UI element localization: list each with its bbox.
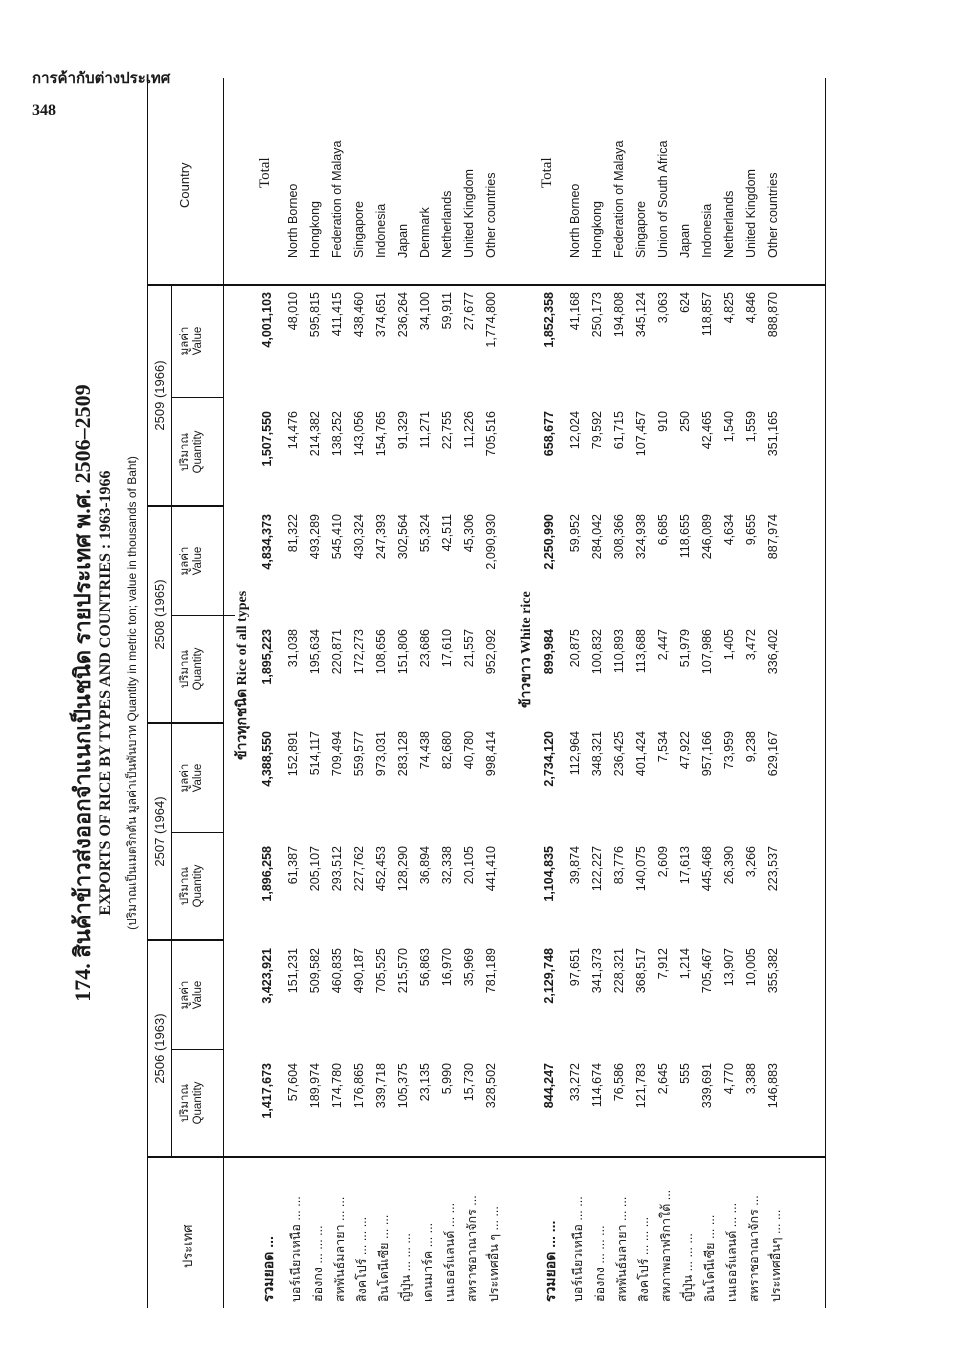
cell-value: 23,686 xyxy=(418,629,432,668)
country-name-english: United Kingdom xyxy=(744,169,758,258)
quantity-subheader-thai: ปริมาณ xyxy=(179,432,191,472)
cell-value: 2,250,990 xyxy=(542,514,556,570)
cell-value: 246,089 xyxy=(700,514,714,560)
cell-value: 250,173 xyxy=(590,292,604,338)
cell-value: 1,405 xyxy=(722,629,736,661)
cell-value: 781,189 xyxy=(484,948,498,994)
country-name-thai: เดนมาร์ค ... ... xyxy=(421,1222,435,1302)
cell-value: 42,511 xyxy=(440,514,454,552)
running-head: การค้ากับต่างประเทศ xyxy=(32,70,171,87)
table-row xyxy=(675,78,697,1308)
cell-value: 81,322 xyxy=(286,514,300,553)
country-name-thai: สหราชอาณาจักร ... xyxy=(465,1195,479,1302)
cell-value: 411,415 xyxy=(330,292,344,337)
country-name-thai: สหพันธ์มลายา ... ... xyxy=(615,1196,629,1302)
cell-value: 3,472 xyxy=(744,629,758,661)
country-name-thai: สหพันธ์มลายา ... ... xyxy=(333,1196,347,1302)
cell-value: 152,891 xyxy=(286,731,300,777)
country-name-english: Other countries xyxy=(484,172,498,258)
cell-value: 5,990 xyxy=(440,1063,454,1095)
quantity-subheader-english: Quantity xyxy=(192,647,204,691)
country-name-english: Singapore xyxy=(352,201,366,258)
cell-value: 3,423,921 xyxy=(260,948,274,1004)
cell-value: 59,952 xyxy=(568,514,582,553)
cell-value: 128,290 xyxy=(396,846,410,892)
cell-value: 107,986 xyxy=(700,629,714,675)
table-row xyxy=(349,78,371,1308)
cell-value: 82,680 xyxy=(440,731,454,770)
table-units-note: (ปริมาณเป็นเมตริกตัน มูลค่าเป็นพันบาท Quantity in metric ton; value in thousands of Baht) xyxy=(125,456,139,930)
section-title: ข้าวขาว White rice xyxy=(519,591,534,708)
cell-value: 32,338 xyxy=(440,846,454,885)
cell-value: 100,832 xyxy=(590,629,604,675)
cell-value: 952,092 xyxy=(484,629,498,675)
table-row xyxy=(609,78,631,1308)
cell-value: 441,410 xyxy=(484,846,498,892)
cell-value: 143,056 xyxy=(352,411,366,457)
table-row xyxy=(371,78,393,1308)
cell-value: 2,129,748 xyxy=(542,948,556,1004)
value-subheader-english: Value xyxy=(192,980,204,1010)
cell-value: 51,979 xyxy=(678,629,692,668)
country-name-english: Federation of Malaya xyxy=(612,140,626,258)
country-name-english: Total xyxy=(257,157,273,188)
country-name-english: Indonesia xyxy=(374,203,388,258)
cell-value: 151,231 xyxy=(286,948,300,994)
cell-value: 2,645 xyxy=(656,1063,670,1095)
country-header-english: Country xyxy=(177,162,192,208)
quantity-subheader-thai: ปริมาณ xyxy=(179,866,191,906)
cell-value: 1,852,358 xyxy=(542,292,556,348)
country-name-thai: สหราชอาณาจักร ... xyxy=(747,1195,761,1302)
cell-value: 490,187 xyxy=(352,948,366,994)
cell-value: 97,651 xyxy=(568,948,582,987)
country-name-thai: รวมยอด ... xyxy=(260,1236,276,1302)
country-name-english: Other countries xyxy=(766,172,780,258)
cell-value: 13,907 xyxy=(722,948,736,987)
cell-value: 22,755 xyxy=(440,411,454,450)
page-number: 348 xyxy=(32,102,56,119)
country-name-english: Japan xyxy=(678,223,692,258)
value-subheader xyxy=(179,508,205,614)
cell-value: 4,846 xyxy=(744,292,758,324)
cell-value: 705,467 xyxy=(700,948,714,994)
cell-value: 26,390 xyxy=(722,846,736,885)
cell-value: 957,166 xyxy=(700,731,714,777)
cell-value: 172,273 xyxy=(352,629,366,675)
country-name-english: Denmark xyxy=(418,207,432,258)
country-name-thai: อินโดนีเซีย ... ... xyxy=(377,1214,391,1302)
cell-value: 514,117 xyxy=(308,731,322,776)
cell-value: 1,540 xyxy=(722,411,736,443)
country-name-thai: ประเทศอื่น ๆ ... ... xyxy=(487,1206,501,1302)
cell-value: 328,502 xyxy=(484,1063,498,1109)
cell-value: 57,604 xyxy=(286,1063,300,1102)
cell-value: 79,592 xyxy=(590,411,604,450)
cell-value: 11,271 xyxy=(418,411,432,449)
quantity-subheader xyxy=(179,399,205,505)
cell-value: 91,329 xyxy=(396,411,410,450)
cell-value: 1,214 xyxy=(678,948,692,980)
country-name-english: Union of South Africa xyxy=(656,140,670,258)
table-row xyxy=(327,78,349,1308)
cell-value: 4,634 xyxy=(722,514,736,546)
year-header-2506: 2506 (1963) xyxy=(152,1013,167,1084)
quantity-subheader-english: Quantity xyxy=(192,430,204,474)
cell-value: 17,613 xyxy=(678,846,692,885)
cell-value: 236,264 xyxy=(396,292,410,338)
cell-value: 118,857 xyxy=(700,292,714,337)
total-row xyxy=(539,78,561,1308)
cell-value: 998,414 xyxy=(484,731,498,777)
cell-value: 118,655 xyxy=(678,514,692,559)
country-name-english: North Borneo xyxy=(286,183,300,258)
cell-value: 595,815 xyxy=(308,292,322,338)
cell-value: 140,075 xyxy=(634,846,648,892)
cell-value: 12,024 xyxy=(568,411,582,450)
value-subheader xyxy=(179,725,205,831)
cell-value: 4,825 xyxy=(722,292,736,324)
country-name-english: Singapore xyxy=(634,201,648,258)
cell-value: 227,762 xyxy=(352,846,366,892)
table-row xyxy=(631,78,653,1308)
cell-value: 11,226 xyxy=(462,411,476,449)
table-row xyxy=(415,78,437,1308)
table-row xyxy=(565,78,587,1308)
cell-value: 105,375 xyxy=(396,1063,410,1109)
cell-value: 705,516 xyxy=(484,411,498,457)
cell-value: 658,677 xyxy=(542,411,556,457)
cell-value: 460,835 xyxy=(330,948,344,994)
cell-value: 56,863 xyxy=(418,948,432,987)
country-header-thai: ประเทศ xyxy=(180,1224,195,1268)
cell-value: 61,387 xyxy=(286,846,300,885)
country-name-thai: บอร์เนียวเหนือ ... ... xyxy=(571,1196,585,1302)
table-row xyxy=(697,78,719,1308)
value-subheader-thai: มูลค่า xyxy=(179,763,191,793)
value-subheader-english: Value xyxy=(192,326,204,356)
cell-value: 35,969 xyxy=(462,948,476,987)
cell-value: 7,534 xyxy=(656,731,670,763)
cell-value: 113,688 xyxy=(634,629,648,674)
cell-value: 3,063 xyxy=(656,292,670,324)
country-name-thai: ญี่ปุ่น ... ... ... xyxy=(681,1233,695,1302)
quantity-subheader-english: Quantity xyxy=(192,1081,204,1125)
total-row xyxy=(257,78,279,1308)
country-name-english: Indonesia xyxy=(700,203,714,258)
cell-value: 302,564 xyxy=(396,514,410,560)
cell-value: 3,266 xyxy=(744,846,758,878)
cell-value: 215,570 xyxy=(396,948,410,994)
table-top-rule xyxy=(147,78,148,1308)
table-title-english: EXPORTS OF RICE BY TYPES AND COUNTRIES : 1963-1966 xyxy=(97,470,114,916)
cell-value: 284,042 xyxy=(590,514,604,560)
cell-value: 2,447 xyxy=(656,629,670,661)
cell-value: 146,883 xyxy=(766,1063,780,1109)
cell-value: 555 xyxy=(678,1063,692,1084)
value-subheader-thai: มูลค่า xyxy=(179,546,191,576)
cell-value: 559,577 xyxy=(352,731,366,777)
quantity-subheader xyxy=(179,1050,205,1156)
country-name-thai: เนเธอร์แลนด์ ... ... xyxy=(443,1202,457,1302)
cell-value: 1,417,673 xyxy=(260,1063,274,1119)
cell-value: 122,227 xyxy=(590,846,604,892)
cell-value: 220,871 xyxy=(330,629,344,675)
col-divider xyxy=(171,397,223,398)
value-subheader-english: Value xyxy=(192,546,204,576)
cell-value: 374,651 xyxy=(374,292,388,338)
country-name-english: Netherlands xyxy=(440,190,454,258)
country-name-thai: ฮ่องกง ... ... ... xyxy=(311,1225,325,1302)
cell-value: 121,783 xyxy=(634,1063,648,1109)
table-row xyxy=(305,78,327,1308)
value-subheader xyxy=(179,286,205,396)
cell-value: 4,001,103 xyxy=(260,292,274,348)
cell-value: 336,402 xyxy=(766,629,780,675)
cell-value: 174,780 xyxy=(330,1063,344,1109)
value-subheader-thai: มูลค่า xyxy=(179,980,191,1010)
table-bottom-rule xyxy=(825,78,826,1308)
cell-value: 430,324 xyxy=(352,514,366,560)
rotated-table-page xyxy=(65,78,825,1308)
table-row xyxy=(283,78,305,1308)
cell-value: 1,895,223 xyxy=(260,629,274,685)
cell-value: 228,321 xyxy=(612,948,626,994)
year-header-2508: 2508 (1965) xyxy=(152,579,167,650)
country-name-english: Hongkong xyxy=(308,201,322,258)
cell-value: 151,806 xyxy=(396,629,410,675)
cell-value: 76,586 xyxy=(612,1063,626,1102)
cell-value: 1,104,835 xyxy=(542,846,556,902)
country-name-english: Hongkong xyxy=(590,201,604,258)
cell-value: 27,677 xyxy=(462,292,476,331)
cell-value: 351,165 xyxy=(766,411,780,457)
quantity-subheader xyxy=(179,833,205,939)
table-row xyxy=(393,78,415,1308)
cell-value: 493,289 xyxy=(308,514,322,560)
quantity-subheader xyxy=(179,616,205,722)
cell-value: 283,128 xyxy=(396,731,410,777)
cell-value: 23,135 xyxy=(418,1063,432,1102)
cell-value: 2,609 xyxy=(656,846,670,878)
cell-value: 7,912 xyxy=(656,948,670,980)
value-subheader-english: Value xyxy=(192,763,204,793)
cell-value: 14,476 xyxy=(286,411,300,450)
cell-value: 138,252 xyxy=(330,411,344,457)
cell-value: 348,321 xyxy=(590,731,604,777)
cell-value: 108,656 xyxy=(374,629,388,675)
cell-value: 55,324 xyxy=(418,514,432,553)
cell-value: 1,507,550 xyxy=(260,411,274,467)
cell-value: 20,875 xyxy=(568,629,582,668)
country-name-thai: สิงคโปร์ ... ... ... xyxy=(637,1216,651,1302)
cell-value: 629,167 xyxy=(766,731,780,777)
value-subheader xyxy=(179,942,205,1048)
country-name-thai: ประเทศอื่นๆ ... ... xyxy=(769,1209,783,1302)
cell-value: 445,468 xyxy=(700,846,714,892)
col-divider xyxy=(147,1156,223,1158)
cell-value: 324,938 xyxy=(634,514,648,560)
country-name-english: Total xyxy=(539,157,555,188)
cell-value: 4,388,550 xyxy=(260,731,274,787)
cell-value: 34,100 xyxy=(418,292,432,331)
cell-value: 910 xyxy=(656,411,670,432)
cell-value: 844,247 xyxy=(542,1063,556,1109)
country-name-thai: สิงคโปร์ ... ... ... xyxy=(355,1216,369,1302)
cell-value: 438,460 xyxy=(352,292,366,338)
cell-value: 345,124 xyxy=(634,292,648,338)
cell-value: 223,537 xyxy=(766,846,780,892)
cell-value: 545,410 xyxy=(330,514,344,560)
table-row xyxy=(437,78,459,1308)
header-bottom-rule xyxy=(223,78,224,1308)
cell-value: 401,424 xyxy=(634,731,648,777)
country-name-english: Netherlands xyxy=(722,190,736,258)
cell-value: 888,870 xyxy=(766,292,780,338)
cell-value: 339,691 xyxy=(700,1063,714,1109)
cell-value: 1,774,800 xyxy=(484,292,498,348)
country-name-thai: สหภาพอาฟริกาใต้ ... xyxy=(659,1189,673,1302)
cell-value: 9,238 xyxy=(744,731,758,763)
cell-value: 3,388 xyxy=(744,1063,758,1095)
cell-value: 10,005 xyxy=(744,948,758,987)
table-row xyxy=(459,78,481,1308)
cell-value: 20,105 xyxy=(462,846,476,885)
cell-value: 21,557 xyxy=(462,629,476,668)
cell-value: 15,730 xyxy=(462,1063,476,1102)
country-name-thai: ฮ่องกง ... ... ... xyxy=(593,1225,607,1302)
cell-value: 194,808 xyxy=(612,292,626,338)
country-name-english: North Borneo xyxy=(568,183,582,258)
cell-value: 705,525 xyxy=(374,948,388,994)
cell-value: 368,517 xyxy=(634,948,648,994)
country-name-thai: อินโดนีเซีย ... ... xyxy=(703,1214,717,1302)
cell-value: 355,382 xyxy=(766,948,780,994)
cell-value: 214,382 xyxy=(308,411,322,457)
cell-value: 887,974 xyxy=(766,514,780,560)
year-header-rule xyxy=(171,286,172,1156)
quantity-subheader-thai: ปริมาณ xyxy=(179,1083,191,1123)
cell-value: 308,366 xyxy=(612,514,626,560)
table-row xyxy=(587,78,609,1308)
cell-value: 47,922 xyxy=(678,731,692,770)
cell-value: 36,894 xyxy=(418,846,432,885)
cell-value: 61,715 xyxy=(612,411,626,450)
cell-value: 17,610 xyxy=(440,629,454,668)
country-name-english: Japan xyxy=(396,223,410,258)
cell-value: 114,674 xyxy=(590,1063,604,1108)
quantity-subheader-thai: ปริมาณ xyxy=(179,649,191,689)
table-row xyxy=(653,78,675,1308)
rice-exports-table xyxy=(147,78,827,1308)
year-header-2507: 2507 (1964) xyxy=(152,796,167,867)
cell-value: 16,970 xyxy=(440,948,454,987)
cell-value: 973,031 xyxy=(374,731,388,777)
cell-value: 1,559 xyxy=(744,411,758,443)
cell-value: 112,964 xyxy=(568,731,582,776)
quantity-subheader-english: Quantity xyxy=(192,864,204,908)
country-name-english: United Kingdom xyxy=(462,169,476,258)
cell-value: 2,090,930 xyxy=(484,514,498,570)
country-name-thai: ญี่ปุ่น ... ... ... xyxy=(399,1233,413,1302)
cell-value: 83,776 xyxy=(612,846,626,885)
year-header-2509: 2509 (1966) xyxy=(152,360,167,431)
cell-value: 205,107 xyxy=(308,846,322,892)
cell-value: 293,512 xyxy=(330,846,344,892)
cell-value: 9,655 xyxy=(744,514,758,546)
cell-value: 73,959 xyxy=(722,731,736,770)
cell-value: 899,984 xyxy=(542,629,556,675)
cell-value: 1,896,258 xyxy=(260,846,274,902)
cell-value: 45,306 xyxy=(462,514,476,553)
cell-value: 40,780 xyxy=(462,731,476,770)
cell-value: 189,974 xyxy=(308,1063,322,1109)
cell-value: 59,911 xyxy=(440,292,454,330)
cell-value: 509,582 xyxy=(308,948,322,994)
country-name-thai: รวมยอด ... ... xyxy=(542,1220,558,1302)
cell-value: 31,038 xyxy=(286,629,300,668)
cell-value: 709,494 xyxy=(330,731,344,777)
cell-value: 195,634 xyxy=(308,629,322,675)
cell-value: 339,718 xyxy=(374,1063,388,1109)
cell-value: 110,893 xyxy=(612,629,626,674)
cell-value: 236,425 xyxy=(612,731,626,777)
cell-value: 6,685 xyxy=(656,514,670,546)
cell-value: 2,734,120 xyxy=(542,731,556,787)
cell-value: 48,010 xyxy=(286,292,300,331)
table-row xyxy=(763,78,785,1308)
cell-value: 33,272 xyxy=(568,1063,582,1102)
cell-value: 74,438 xyxy=(418,731,432,770)
table-row xyxy=(741,78,763,1308)
cell-value: 247,393 xyxy=(374,514,388,560)
cell-value: 341,373 xyxy=(590,948,604,994)
cell-value: 452,453 xyxy=(374,846,388,892)
cell-value: 39,874 xyxy=(568,846,582,885)
value-subheader-thai: มูลค่า xyxy=(179,326,191,356)
section-title: ข้าวทุกชนิด Rice of all types xyxy=(235,590,250,760)
country-name-thai: เนเธอร์แลนด์ ... ... xyxy=(725,1202,739,1302)
cell-value: 176,865 xyxy=(352,1063,366,1109)
cell-value: 42,465 xyxy=(700,411,714,450)
cell-value: 107,457 xyxy=(634,411,648,457)
cell-value: 624 xyxy=(678,292,692,313)
cell-value: 4,834,373 xyxy=(260,514,274,570)
table-row xyxy=(719,78,741,1308)
cell-value: 250 xyxy=(678,411,692,432)
table-row xyxy=(481,78,503,1308)
country-name-thai: บอร์เนียวเหนือ ... ... xyxy=(289,1196,303,1302)
table-title-thai: 174. สินค้าข้าวส่งออกจำแนกเป็นชนิด รายประเทศ พ.ศ. 2506–2509 xyxy=(70,384,95,1002)
cell-value: 4,770 xyxy=(722,1063,736,1095)
cell-value: 154,765 xyxy=(374,411,388,457)
country-name-english: Federation of Malaya xyxy=(330,140,344,258)
cell-value: 41,168 xyxy=(568,292,582,331)
